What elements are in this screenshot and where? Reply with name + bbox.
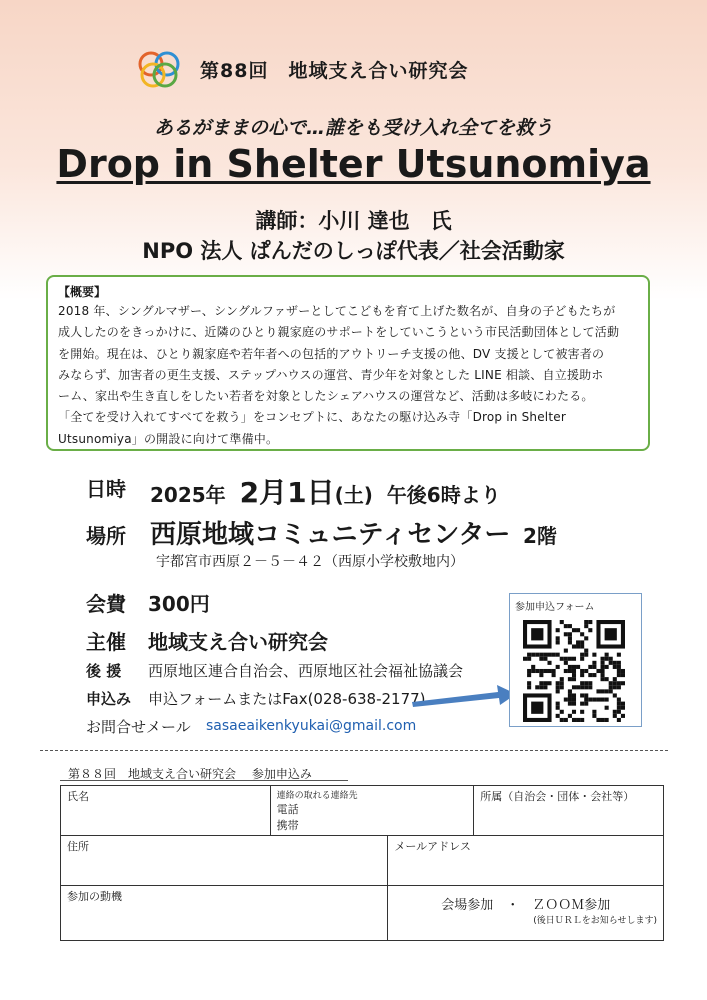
date-month-day: 2月1日 [239,476,335,509]
address-field[interactable] [61,836,388,886]
summary-line: ーム、家出や生き直しをしたい若者を対象としたシェアハウスの運営など、活動は多岐にわたる。 [58,389,594,404]
date-weekday: (土) [334,483,373,507]
summary-heading: 【概要】 [58,285,107,299]
form-title: 第８８回 地域支え合い研究会 参加申込み [68,767,312,781]
apply-label: 申込み [86,690,132,708]
date-year: 2025年 [150,483,226,507]
place-address: 宇都宮市西原２－５－４２（西原小学校敷地内） [156,554,464,570]
apply-value: 申込フォームまたはFax(028-638-2177) [148,690,426,708]
contact-email-link[interactable]: sasaeaikenkyukai@gmail.com [206,718,417,734]
zoom-note: (後日ＵＲＬをお知らせします) [533,916,657,926]
motive-field[interactable] [61,886,388,941]
name-field[interactable] [61,786,271,836]
mobile-label: 携帯 [276,819,299,832]
name-label: 氏名 [67,790,89,803]
summary-box [46,275,650,451]
qr-code[interactable] [523,620,625,722]
summary-line: 2018 年、シングルマザー、シングルファザーとしてこどもを育て上げた数名が、自身の子どもたちが [58,304,616,318]
date-label: 日時 [86,477,126,501]
main-title: Drop in Shelter Utsunomiya [56,142,651,186]
phone-label: 電話 [276,803,299,816]
host-value: 地域支え合い研究会 [148,630,328,654]
series-title: 第88回 地域支え合い研究会 [200,60,469,82]
attendance-field[interactable] [388,886,664,941]
contact-label: 連絡の取れる連絡先 [276,791,358,801]
summary-line: 「全てを受け入れてすべてを救う」をコンセプトに、あなたの駆け込み寺「Drop in Shelter [58,410,566,425]
affiliation-field[interactable] [474,786,664,836]
place-floor: 2階 [523,524,557,548]
date-time: 午後6時より [386,483,501,507]
contact-field[interactable] [270,786,474,836]
address-label: 住所 [67,840,89,853]
summary-line: を開始。現在は、ひとり親家庭や若年者への包括的アウトリーチ支援の他、DV 支援として被害者の [58,346,605,361]
qr-caption: 参加申込フォーム [515,602,595,613]
email-field[interactable] [388,836,664,886]
lecturer-role: NPO 法人 ぱんだのしっぽ代表／社会活動家 [142,239,565,263]
support-label: 後 援 [86,662,122,680]
summary-line: 成人したのをきっかけに、近隣のひとり親家庭のサポートをしていこうという市民活動団体として活動 [58,325,620,340]
summary-line: Utsunomiya」の開設に向けて準備中。 [58,431,279,446]
motive-label: 参加の動機 [67,890,122,903]
event-date [150,471,501,511]
affiliation-label: 所属（自治会・団体・会社等） [480,790,635,803]
arrow-right-icon [410,680,520,710]
logo-rings-icon [133,46,185,92]
attendance-choice[interactable]: 会場参加 ・ ＺＯＯＭ参加 [441,898,611,913]
host-label: 主催 [86,630,126,654]
cut-line [40,750,668,751]
contact-label: お問合せメール [86,718,191,736]
fee-value: 300円 [148,592,210,616]
application-form [60,785,664,941]
email-label: メールアドレス [394,840,471,853]
fee-label: 会費 [86,592,126,616]
summary-line: みならず、加害者の更生支援、ステップハウスの運営、青少年を対象とした LINE 相談、自立援助ホ [58,367,604,382]
place-label: 場所 [86,524,126,548]
lecturer-name: 講師：小川 達也 氏 [255,209,452,233]
support-value: 西原地区連合自治会、西原地区社会福祉協議会 [148,662,464,680]
form-title-underline [60,780,348,781]
place-name: 西原地域コミュニティセンター [150,520,511,550]
catchphrase: あるがままの心で…誰をも受け入れ全てを救う [153,117,553,139]
